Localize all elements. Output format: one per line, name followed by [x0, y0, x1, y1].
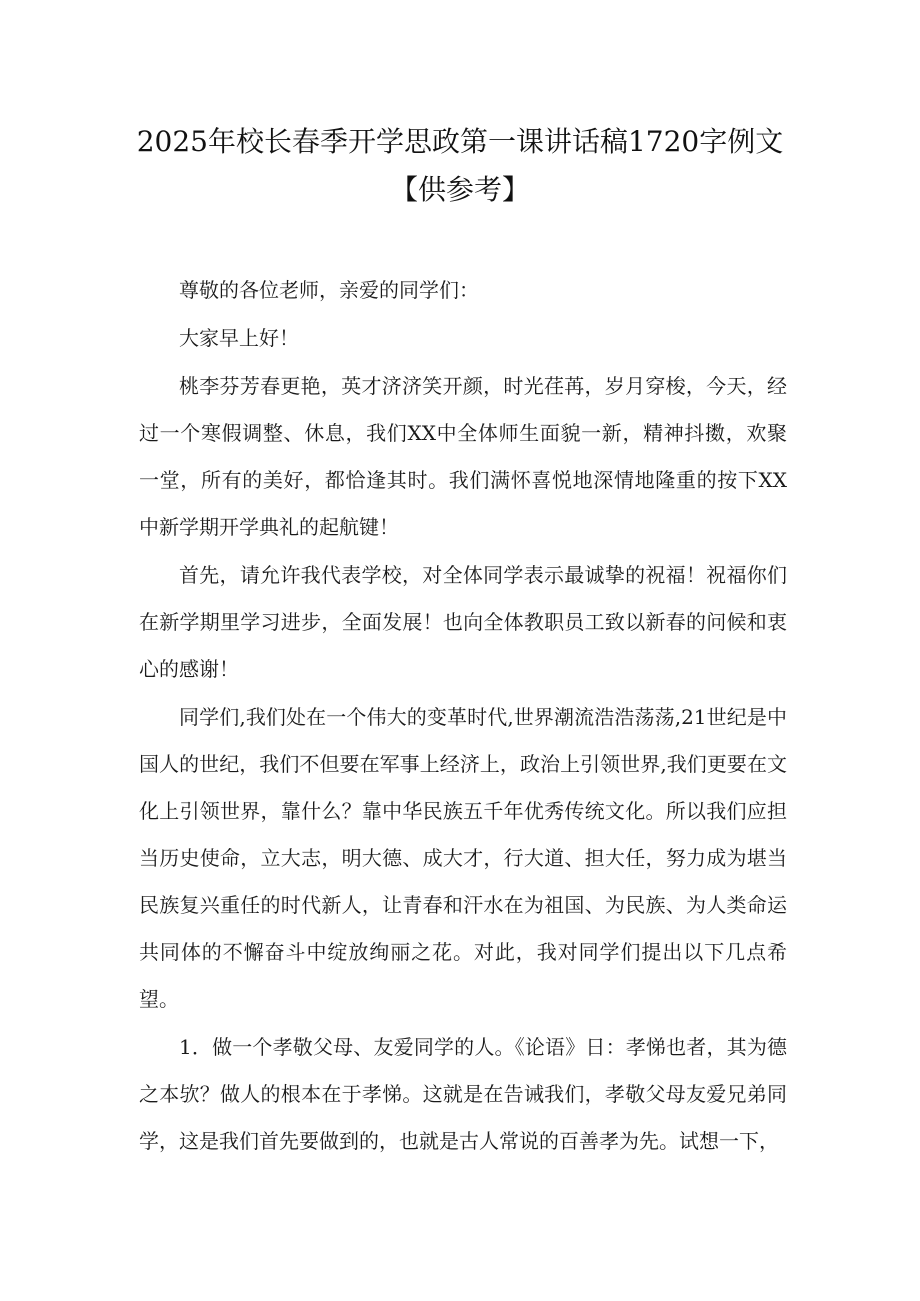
- paragraph-greeting: 大家早上好！: [179, 326, 299, 350]
- paragraph-blessing: 首先，请允许我代表学校，对全体同学表示最诚挚的祝福！祝福你们在新学期里学习进步，全面发展！也向全体教职员工致以新春的问候和衷心的感谢！: [139, 563, 787, 681]
- paragraph-point-1: 1．做一个孝敬父母、友爱同学的人。《论语》日：孝悌也者，其为德之本欤？做人的根本在于孝悌。这就是在告诫我们，孝敬父母友爱兄弟同学，这是我们首先要做到的，也就是古人常说的百善孝为先。试想一下，: [139, 1035, 787, 1153]
- paragraph-era: 同学们,我们处在一个伟大的变革时代,世界潮流浩浩荡荡,21世纪是中国人的世纪，我们不但要在军事上经济上，政治上引领世界,我们更要在文化上引领世界，靠什么？靠中华民族五千年优秀传统文化。所以我们应担当历史使命，立大志，明大德、成大才，行大道、担大任，努力成为堪当民族复兴重任的时代新人，让青春和汗水在为祖国、为民族、为人类命运共同体的不懈奋斗中绽放绚丽之花。对此，我对同学们提出以下几点希望。: [139, 705, 787, 1011]
- document-title: 2025年校长春季开学思政第一课讲话稿1720字例文: [136, 125, 784, 158]
- paragraph-salutation: 尊敬的各位老师，亲爱的同学们：: [179, 278, 479, 302]
- document-body: [139, 267, 787, 1166]
- paragraph-opening: 桃李芬芳春更艳，英才济济笑开颜，时光荏苒，岁月穿梭，今天，经过一个寒假调整、休息，我们XX中全体师生面貌一新，精神抖擞，欢聚一堂，所有的美好，都恰逢其时。我们满怀喜悦地深情地隆重的按下XX中新学期开学典礼的起航键！: [139, 374, 787, 539]
- document-subtitle: 【供参考】: [389, 173, 530, 206]
